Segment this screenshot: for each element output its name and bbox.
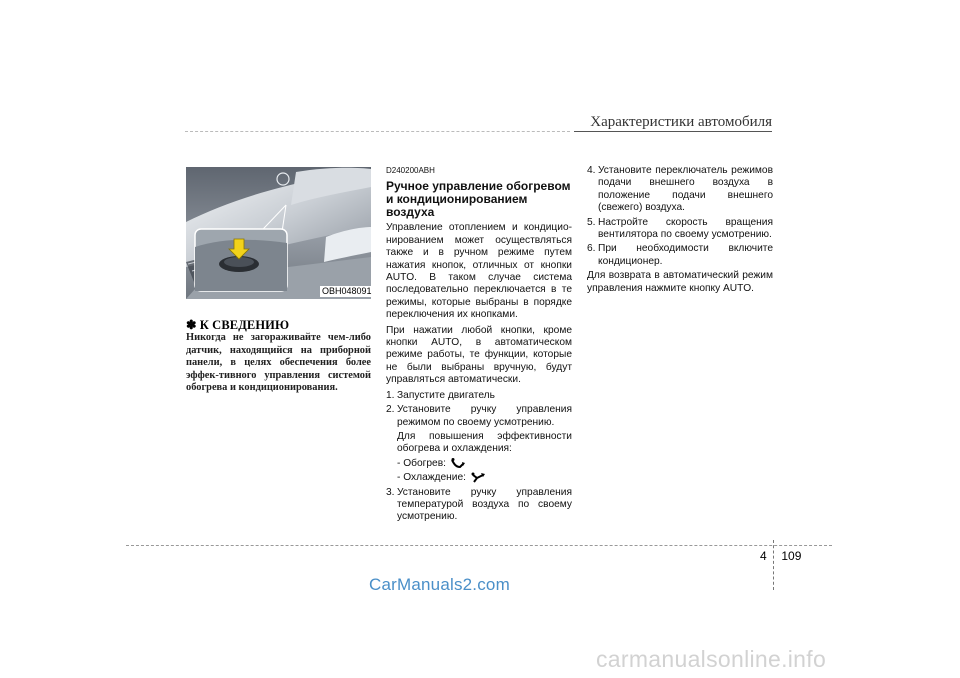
step-2	[386, 404, 572, 429]
step-text: Установите ручку управления температурой воздуха по своему усмотрению.	[397, 486, 572, 523]
footer-divider	[126, 545, 832, 546]
heating-label: - Обогрев:	[397, 457, 446, 469]
caution-title: ✽ К СВЕДЕНИЮ	[186, 318, 290, 332]
step-4	[587, 165, 773, 215]
header-divider	[574, 131, 772, 132]
watermark-link[interactable]: CarManuals2.com	[369, 575, 510, 594]
header-divider-dashed	[185, 131, 570, 132]
paragraph-2: При нажатии любой кнопки, кроме кнопки AUTO, в автоматическом режиме работы, те функции, которые не были выбраны вручную, будут управляться автоматически.	[386, 324, 572, 386]
step-text: При необходимости включите кондиционер.	[598, 243, 773, 267]
figure-code: OBH048091	[322, 286, 372, 296]
step-2-note: Для повышения эффективности обогрева и охлаждения:	[397, 430, 572, 455]
instructions-column-2	[587, 165, 773, 298]
footer-brand-watermark: carmanualsonline.info	[596, 646, 827, 672]
instructions-column-1	[386, 165, 572, 526]
step-number: 2.	[386, 404, 395, 416]
cooling-mode-row	[386, 472, 572, 484]
page-number	[760, 549, 801, 563]
heating-mode-row	[386, 458, 572, 470]
footer-vertical-divider	[773, 540, 774, 590]
step-text: Запустите двигатель	[397, 389, 495, 401]
car-dashboard-illustration	[186, 167, 371, 299]
floor-vent-icon	[450, 458, 466, 470]
section-heading-line-1: Ручное управление обогревом	[386, 179, 571, 194]
step-number: 6.	[587, 243, 596, 255]
cooling-label: - Охлаждение:	[397, 472, 466, 484]
section-header-title: Характеристики автомобиля	[590, 114, 772, 130]
section-heading-line-2: и кондиционированием воздуха	[386, 192, 528, 220]
section-code: D240200ABH	[386, 166, 435, 175]
final-paragraph: Для возврата в автоматический режим управления нажмите кнопку AUTO.	[587, 270, 773, 294]
step-number: 1.	[386, 389, 395, 401]
step-text: Установите переключатель режимов подачи внешнего воздуха в положение подачи внешнего (свежего) воздуха.	[598, 165, 773, 214]
step-6	[587, 243, 773, 268]
step-text: Настройте скорость вращения вентилятора по своему усмотрению.	[598, 216, 773, 241]
chapter-number: 4	[760, 549, 767, 563]
step-1	[386, 390, 572, 402]
paragraph-1: Управление отоплением и кондицио-нированием может осуществляться также и в ручном режиме путем нажатия кнопок, отличных от кнопки AUTO. В таком случае система последовательно переключается в те режимы, которые выбраны в порядке переключения их кнопками.	[386, 222, 572, 321]
step-5	[587, 217, 773, 242]
step-number: 3.	[386, 486, 395, 498]
step-text: Установите ручку управления режимом по своему усмотрению.	[397, 404, 572, 428]
step-number: 4.	[587, 165, 596, 176]
caution-text: Никогда не загораживайте чем-либо датчик, находящийся на приборной панели, в целях обеспечения более эффек-тивного управления системой обогрева и кондиционирования.	[186, 332, 371, 394]
face-vent-icon	[470, 472, 486, 484]
step-number: 5.	[587, 216, 596, 228]
section-heading	[386, 180, 572, 219]
page-number-value: 109	[781, 549, 802, 563]
step-3	[386, 487, 572, 524]
